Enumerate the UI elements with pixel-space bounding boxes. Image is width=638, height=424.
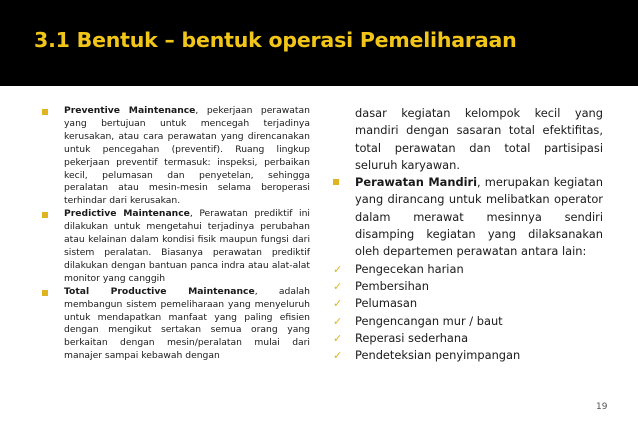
desc-preventive: , pekerjaan perawatan yang bertujuan untuk mencegah terjadinya kerusakan, atau cara perawatan yang direncanakan untuk pencegahan (preventif). Ruang lingkup pekerjaan preventif termasuk: inspeksi, perbaikan kecil, pelumasan dan penyetelan, sehingga peralatan atau mesin-mesin selama beroperasi terhindar dari kerusakan.	[64, 105, 310, 207]
square-bullet-icon	[42, 290, 48, 296]
desc-mandiri: , merupakan kegiatan yang dirancang untuk melibatkan operator dalam merawat mesinnya sendiri disamping kegiatan yang dilaksanakan oleh departemen perawatan antara lain:	[355, 175, 603, 259]
checklist-item	[333, 278, 603, 295]
term-tpm: Total Productive Maintenance	[64, 285, 255, 297]
page-number: 19	[596, 402, 608, 412]
term-mandiri: Perawatan Mandiri	[355, 175, 478, 190]
checkmark-icon: ✓	[333, 279, 343, 293]
term-preventive: Preventive Maintenance	[64, 105, 196, 116]
bullet-predictive	[42, 208, 310, 285]
checklist-item	[333, 261, 603, 278]
left-column	[42, 105, 310, 363]
checklist-item	[333, 347, 603, 364]
checklist-label: Pengencangan mur / baut	[355, 313, 503, 328]
square-bullet-icon	[333, 179, 339, 185]
checkmark-icon: ✓	[333, 349, 343, 363]
term-predictive: Predictive Maintenance	[64, 208, 190, 220]
checkmark-icon: ✓	[333, 314, 343, 328]
checkmark-icon: ✓	[333, 262, 343, 276]
checklist-label: Pengecekan harian	[355, 261, 464, 276]
desc-tpm: , adalah membangun sistem pemeliharaan yang menyeluruh untuk mendapatkan manfaat yang paling efisien dengan mengikut sertakan semua orang yang berkaitan dengan mesin/peralatan mulai dari manajer sampai kebawah dengan	[64, 285, 310, 362]
square-bullet-icon	[42, 109, 48, 115]
right-column	[333, 105, 603, 364]
checklist-item	[333, 330, 603, 347]
slide-title: 3.1 Bentuk – bentuk operasi Pemeliharaan	[34, 28, 517, 52]
bullet-preventive	[42, 105, 310, 208]
checklist-label: Reperasi sederhana	[355, 330, 469, 345]
checklist-label: Pelumasan	[355, 296, 418, 311]
slide-header	[0, 0, 638, 86]
checklist-item	[333, 313, 603, 330]
bullet-mandiri	[333, 174, 603, 260]
checklist-item	[333, 295, 603, 312]
checklist-label: Pendeteksian penyimpangan	[355, 348, 521, 363]
checkmark-icon: ✓	[333, 331, 343, 345]
checkmark-icon: ✓	[333, 297, 343, 311]
bullet-tpm	[42, 286, 310, 363]
square-bullet-icon	[42, 212, 48, 218]
tpm-continuation: dasar kegiatan kelompok kecil yang mandiri dengan sasaran total efektifitas, total perawatan dan total partisipasi seluruh karyawan.	[355, 106, 603, 172]
checklist-label: Pembersihan	[355, 278, 430, 293]
desc-predictive: , Perawatan prediktif ini dilakukan untuk mengetahui terjadinya perubahan atau kelainan dalam kondisi fisik maupun fungsi dari sistem peralatan. Biasanya perawatan prediktif dilakukan dengan bantuan panca indra atau alat-alat monitor yang canggih	[64, 208, 310, 284]
